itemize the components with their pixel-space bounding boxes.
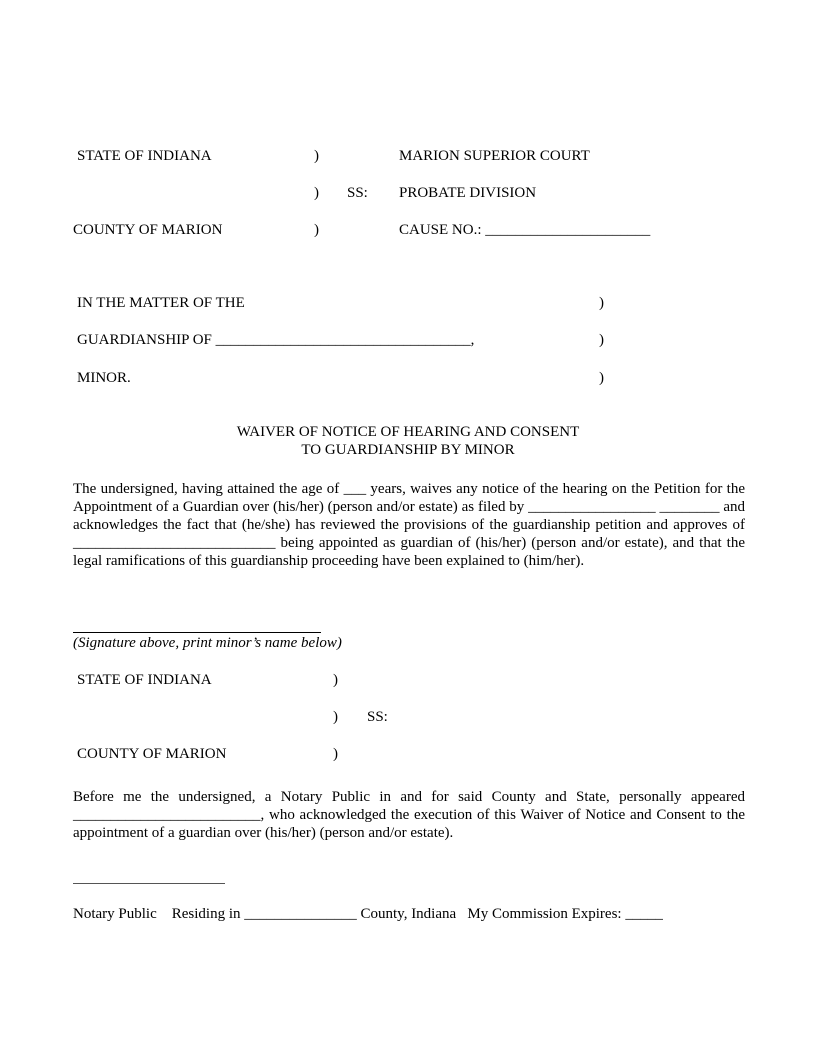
caption-cause-no: CAUSE NO.: ______________________: [399, 222, 651, 238]
matter-paren-2: ): [599, 332, 604, 348]
matter-paren-3: ): [599, 370, 604, 386]
caption-paren-3: ): [314, 222, 319, 238]
signature-caption: (Signature above, print minor’s name below): [73, 635, 342, 651]
caption-paren-1: ): [314, 148, 319, 164]
document-title-line-2: TO GUARDIANSHIP BY MINOR: [301, 442, 515, 458]
matter-paren-1: ): [599, 295, 604, 311]
matter-line-2: GUARDIANSHIP OF __________________________________,: [77, 332, 475, 348]
minor-signature-line: [73, 632, 321, 633]
matter-line-1: IN THE MATTER OF THE: [77, 295, 245, 311]
notary-paren-3: ): [333, 746, 338, 762]
caption-county-label: COUNTY OF MARION: [73, 222, 223, 238]
notary-paren-1: ): [333, 672, 338, 688]
document-title-line-1: WAIVER OF NOTICE OF HEARING AND CONSENT: [236, 424, 580, 440]
caption-state-label: STATE OF INDIANA: [77, 148, 212, 164]
notary-footer-line: Notary Public Residing in _______________ County, Indiana My Commission Expires: _____: [73, 906, 663, 922]
caption-paren-2: ): [314, 185, 319, 201]
matter-line-3: MINOR.: [77, 370, 131, 386]
caption-court-name: MARION SUPERIOR COURT: [399, 148, 590, 164]
notary-county-label: COUNTY OF MARION: [77, 746, 227, 762]
notary-state-label: STATE OF INDIANA: [77, 672, 212, 688]
notary-paren-2: ): [333, 709, 338, 725]
notary-paragraph: Before me the undersigned, a Notary Public in and for said County and State, personally appeared _________________________, who acknowledged the execution of this Waiver of Notice and Consent to the appointment of a guardian over (his/her) (person and/or estate).: [73, 789, 745, 841]
notary-signature-line: [73, 883, 225, 884]
caption-division: PROBATE DIVISION: [399, 185, 537, 201]
waiver-paragraph: The undersigned, having attained the age of ___ years, waives any notice of the hearing on the Petition for the Appointment of a Guardian over (his/her) (person and/or estate) as filed by _________________ ________ and acknowledges the fact that (he/she) has reviewed the provisions of the guardianship petition and approves of ___________________________ being appointed as guardian of (his/her) (person and/or estate), and that the legal ramifications of this guardianship proceeding have been explained to (him/her).: [73, 481, 745, 569]
caption-ss-label: SS:: [347, 185, 368, 201]
notary-ss-label: SS:: [367, 709, 388, 725]
